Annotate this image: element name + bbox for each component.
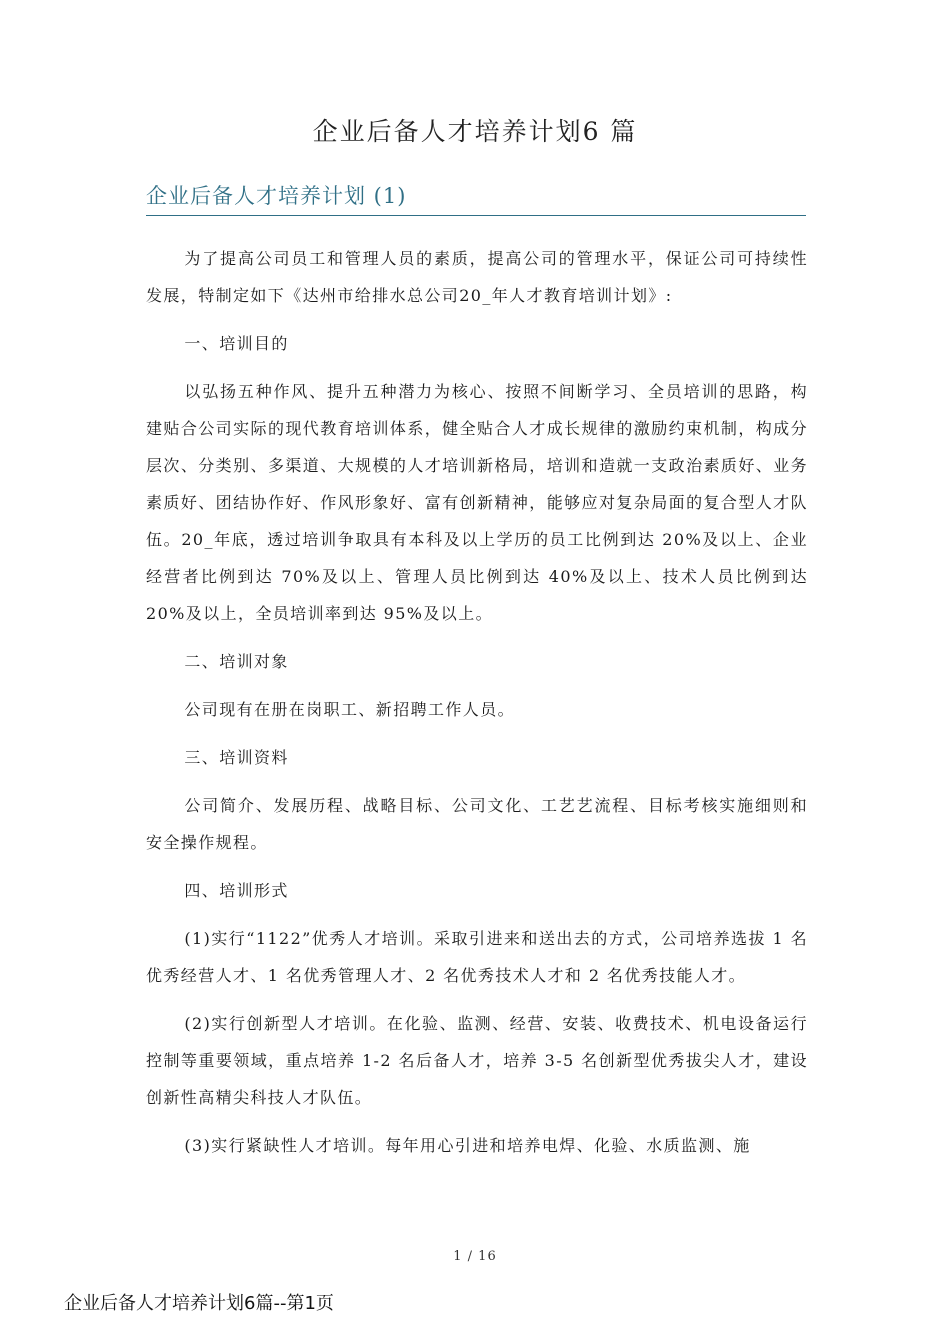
paragraph: 一、培训目的 — [184, 334, 289, 353]
document-title: 企业后备人才培养计划6 篇 — [312, 117, 638, 146]
paragraph: (1)实行“1122”优秀人才培训。采取引进来和送出去的方式，公司培养选拔 1 名优秀经营人才、1 名优秀管理人才、2 名优秀技术人才和 2 名优秀技能人才。 — [146, 929, 808, 985]
page-number: 1 / 16 — [453, 1249, 497, 1264]
paragraph: (3)实行紧缺性人才培训。每年用心引进和培养电焊、化验、水质监测、施 — [184, 1136, 751, 1155]
paragraph: (2)实行创新型人才培训。在化验、监测、经营、安装、收费技术、机电设备运行控制等重要领域，重点培养 1-2 名后备人才，培养 3-5 名创新型优秀拔尖人才，建设创新性高精尖科技人才队伍。 — [146, 1014, 808, 1107]
paragraph: 为了提高公司员工和管理人员的素质，提高公司的管理水平，保证公司可持续性发展，特制定如下《达州市给排水总公司20_年人才教育培训计划》: — [146, 249, 808, 305]
paragraph: 公司简介、发展历程、战略目标、公司文化、工艺艺流程、目标考核实施细则和安全操作规程。 — [146, 796, 808, 852]
document-body — [146, 240, 808, 1175]
paragraph: 以弘扬五种作风、提升五种潜力为核心、按照不间断学习、全员培训的思路，构建贴合公司实际的现代教育培训体系，健全贴合人才成长规律的激励约束机制，构成分层次、分类别、多渠道、大规模的人才培训新格局，培训和造就一支政治素质好、业务素质好、团结协作好、作风形象好、富有创新精神，能够应对复杂局面的复合型人才队伍。20_年底，透过培训争取具有本科及以上学历的员工比例到达 20%及以上、企业经营者比例到达 70%及以上、管理人员比例到达 40%及以上、技术人员比例到达 20%及以上，全员培训率到达 95%及以上。 — [146, 382, 808, 623]
footer-caption: 企业后备人才培养计划6篇--第1页 — [64, 1293, 334, 1314]
section-heading: 企业后备人才培养计划 (1) — [146, 180, 806, 216]
paragraph: 公司现有在册在岗职工、新招聘工作人员。 — [184, 700, 515, 719]
paragraph: 三、培训资料 — [184, 748, 289, 767]
paragraph: 二、培训对象 — [184, 652, 289, 671]
paragraph: 四、培训形式 — [184, 881, 289, 900]
